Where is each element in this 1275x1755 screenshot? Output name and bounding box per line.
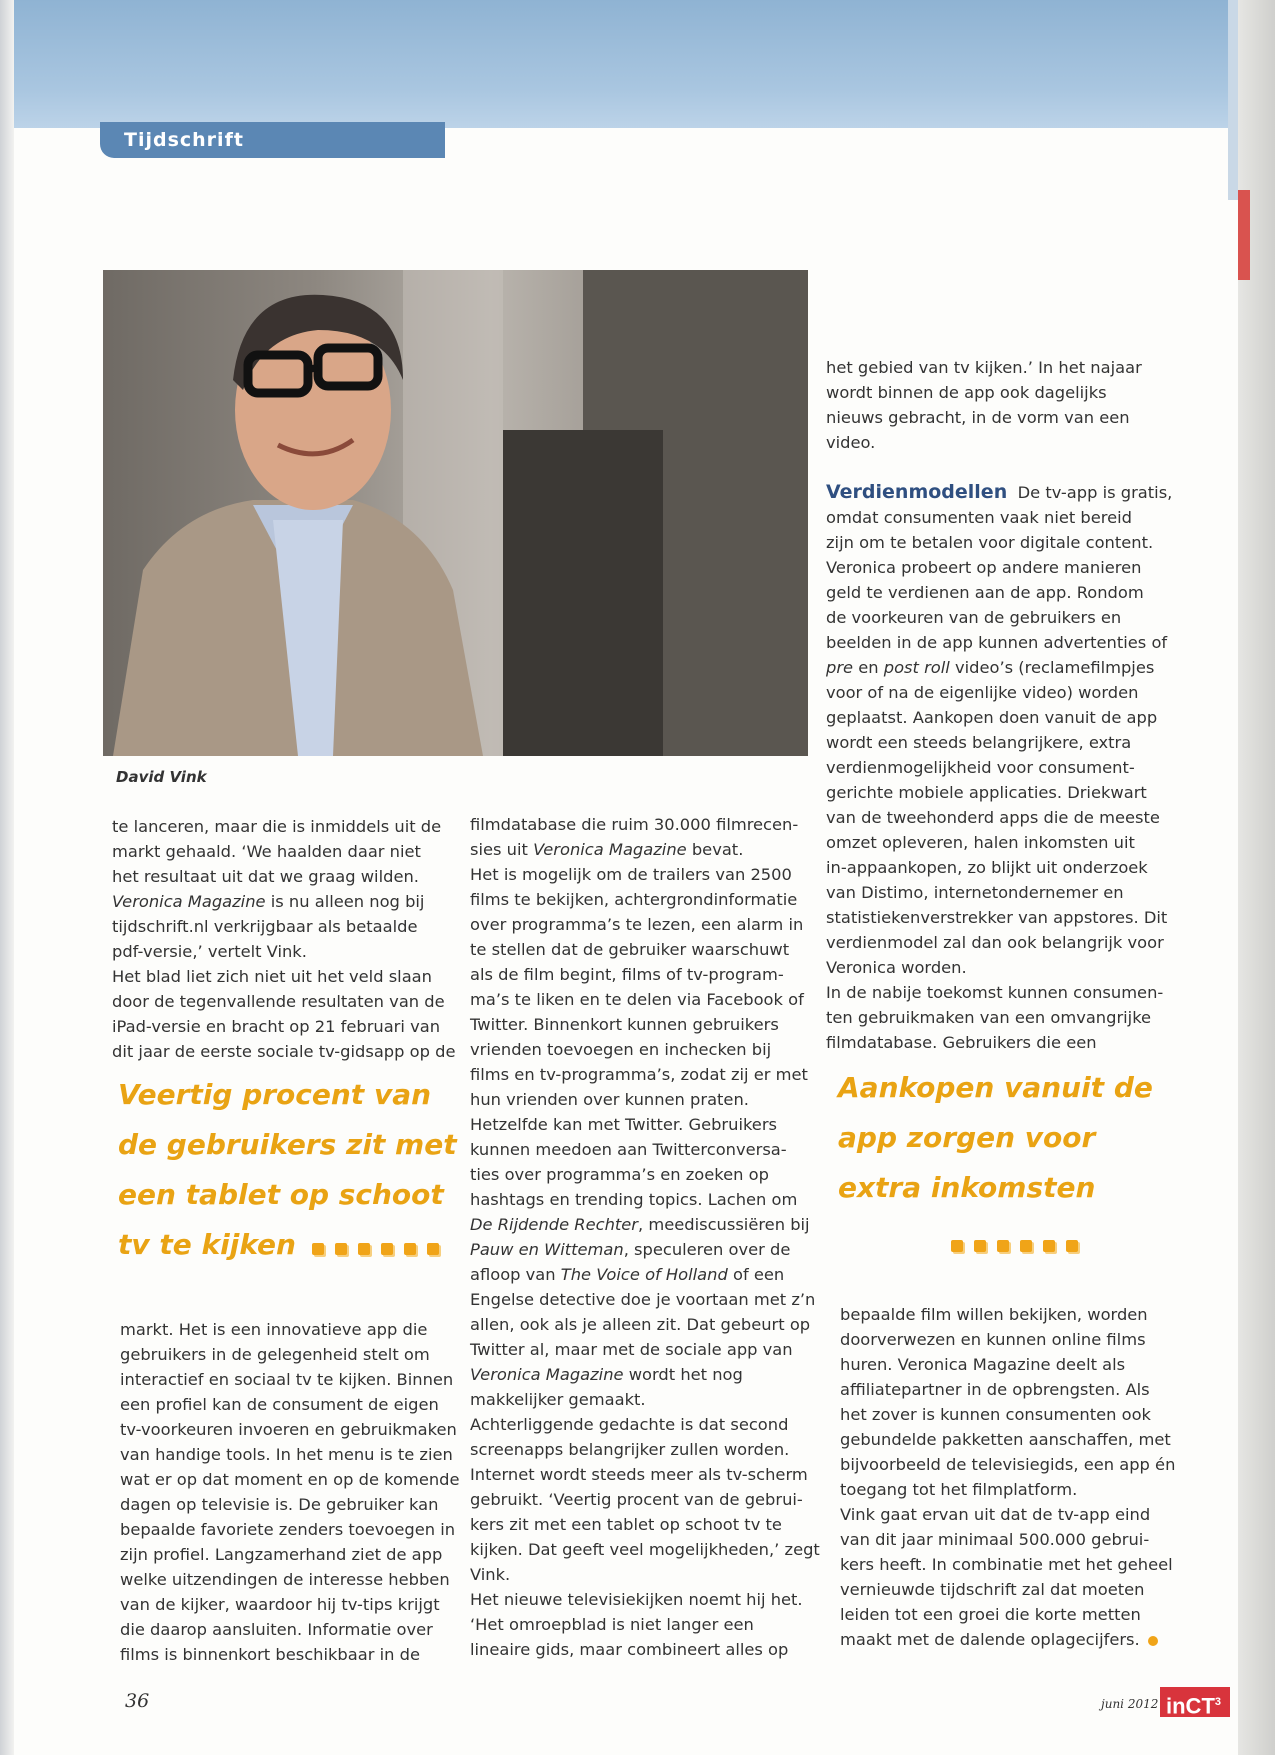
text-line: welke uitzendingen de interesse hebben bbox=[120, 1570, 450, 1589]
text-line: films te bekijken, achtergrondinformatie bbox=[470, 890, 798, 909]
column-1-top bbox=[112, 814, 460, 1064]
text-line: De Rijdende Rechter, meediscussiëren bij bbox=[470, 1215, 810, 1234]
text-line: In de nabije toekomst kunnen consumen- bbox=[826, 983, 1164, 1002]
end-mark-icon bbox=[1148, 1636, 1158, 1646]
text-line: verdienmogelijkheid voor consument- bbox=[826, 758, 1135, 777]
text-line: kunnen meedoen aan Twitterconversa- bbox=[470, 1140, 787, 1159]
text-line: toegang tot het filmplatform. bbox=[840, 1480, 1078, 1499]
section-heading: Verdienmodellen bbox=[826, 481, 1008, 503]
text-line: Veronica Magazine wordt het nog bbox=[470, 1365, 743, 1384]
text-line: geplaatst. Aankopen doen vanuit de app bbox=[826, 708, 1158, 727]
text-line: bijvoorbeeld de televisiegids, een app én bbox=[840, 1455, 1176, 1474]
text-line: Verdienmodellen De tv-app is gratis, bbox=[826, 481, 1173, 503]
text-line: als de film begint, films of tv-program- bbox=[470, 965, 784, 984]
text-line: omzet opleveren, halen inkomsten uit bbox=[826, 833, 1135, 852]
text-line: allen, ook als je alleen zit. Dat gebeurt op bbox=[470, 1315, 811, 1334]
text-line: ties over programma’s en zoeken op bbox=[470, 1165, 769, 1184]
text-line: door de tegenvallende resultaten van de bbox=[112, 992, 445, 1011]
issue-date: juni 2012 bbox=[1101, 1697, 1159, 1711]
magazine-title: Veronica Magazine bbox=[112, 892, 266, 911]
text-line: in-appaankopen, zo blijkt uit onderzoek bbox=[826, 858, 1148, 877]
text-line: filmdatabase die ruim 30.000 filmrecen- bbox=[470, 815, 799, 834]
text-line: verdienmodel zal dan ook belangrijk voor bbox=[826, 933, 1164, 952]
text-line: hashtags en trending topics. Lachen om bbox=[470, 1190, 798, 1209]
text-line: van de kijker, waardoor hij tv-tips krijgt bbox=[120, 1595, 440, 1614]
text-line: gebruikers in de gelegenheid stelt om bbox=[120, 1345, 430, 1364]
text-line: afloop van The Voice of Holland of een bbox=[470, 1265, 785, 1284]
text-line: bepaalde film willen bekijken, worden bbox=[840, 1305, 1148, 1324]
pull-quote-1: Veertig procent van de gebruikers zit met een tablet op schoot tv te kijken bbox=[118, 1070, 458, 1271]
text-line: een profiel kan de consument de eigen bbox=[120, 1395, 439, 1414]
text-line: markt gehaald. ‘We haalden daar niet bbox=[112, 842, 421, 861]
text-line: Veronica worden. bbox=[826, 958, 967, 977]
text-line: hun vrienden over kunnen praten. bbox=[470, 1090, 749, 1109]
text-line: gerichte mobiele applicaties. Driekwart bbox=[826, 783, 1147, 802]
text-line: ten gebruikmaken van een omvangrijke bbox=[826, 1008, 1152, 1027]
text-line: Twitter. Binnenkort kunnen gebruikers bbox=[470, 1015, 779, 1034]
magazine-logo: inCT$^3$ bbox=[1160, 1687, 1230, 1717]
edge-mark bbox=[1238, 190, 1250, 280]
text-line: ‘Het omroepblad is niet langer een bbox=[470, 1615, 754, 1634]
portrait-photo bbox=[103, 270, 808, 756]
text-line: kers zit met een tablet op schoot tv te bbox=[470, 1515, 782, 1534]
text-line: lineaire gids, maar combineert alles op bbox=[470, 1640, 789, 1659]
text-line: kijken. Dat geeft veel mogelijkheden,’ zegt bbox=[470, 1540, 820, 1559]
text-line: Pauw en Witteman, speculeren over de bbox=[470, 1240, 791, 1259]
portrait-illustration bbox=[103, 270, 808, 756]
text-line: leiden tot een groei die korte metten bbox=[840, 1605, 1141, 1624]
text-line: tv-voorkeuren invoeren en gebruikmaken bbox=[120, 1420, 457, 1439]
text-line: tijdschrift.nl verkrijgbaar als betaalde bbox=[112, 917, 418, 936]
text-line: dagen op televisie is. De gebruiker kan bbox=[120, 1495, 439, 1514]
spacer bbox=[826, 455, 1181, 480]
text-line: video. bbox=[826, 433, 876, 452]
text-line: over programma’s te lezen, een alarm in bbox=[470, 915, 804, 934]
header-band bbox=[0, 0, 1240, 128]
text-line: vernieuwde tijdschrift zal dat moeten bbox=[840, 1580, 1145, 1599]
text-line: pdf-versie,’ vertelt Vink. bbox=[112, 942, 307, 961]
text-line: Internet wordt steeds meer als tv-scherm bbox=[470, 1465, 808, 1484]
section-tab bbox=[100, 122, 445, 158]
text-line: films is binnenkort beschikbaar in de bbox=[120, 1645, 420, 1664]
column-1-bottom bbox=[120, 1317, 468, 1667]
text-line: films en tv-programma’s, zodat zij er met bbox=[470, 1065, 808, 1084]
text-line: kers heeft. In combinatie met het geheel bbox=[840, 1555, 1173, 1574]
text-line: dit jaar de eerste sociale tv-gidsapp op de bbox=[112, 1042, 456, 1061]
text-line: te stellen dat de gebruiker waarschuwt bbox=[470, 940, 790, 959]
text-line: Het nieuwe televisiekijken noemt hij het. bbox=[470, 1590, 803, 1609]
text-line: Engelse detective doe je voortaan met z’n bbox=[470, 1290, 816, 1309]
text-line: Veronica Magazine is nu alleen nog bij bbox=[112, 892, 425, 911]
text-line: van Distimo, internetondernemer en bbox=[826, 883, 1124, 902]
text-line: Vink. bbox=[470, 1565, 511, 1584]
text-line: makkelijker gemaakt. bbox=[470, 1390, 646, 1409]
text-line: filmdatabase. Gebruikers die een bbox=[826, 1033, 1097, 1052]
section-label: Tijdschrift bbox=[124, 129, 244, 151]
text-line: zijn om te betalen voor digitale content. bbox=[826, 533, 1154, 552]
text-line: te lanceren, maar die is inmiddels uit de bbox=[112, 817, 442, 836]
text-line: het gebied van tv kijken.’ In het najaar bbox=[826, 358, 1142, 377]
text-line: Hetzelfde kan met Twitter. Gebruikers bbox=[470, 1115, 778, 1134]
text-line: wordt een steeds belangrijkere, extra bbox=[826, 733, 1132, 752]
text-line: huren. Veronica Magazine deelt als bbox=[840, 1355, 1126, 1374]
text-line: het resultaat uit dat we graag wilden. bbox=[112, 867, 419, 886]
text-line: die daarop aansluiten. Informatie over bbox=[120, 1620, 433, 1639]
text-line: doorverwezen en kunnen online films bbox=[840, 1330, 1146, 1349]
text-line: wat er op dat moment en op de komende bbox=[120, 1470, 460, 1489]
text-line: gebundelde pakketten aanschaffen, met bbox=[840, 1430, 1171, 1449]
text-line: Achterliggende gedachte is dat second bbox=[470, 1415, 789, 1434]
text-line: voor of na de eigenlijke video) worden bbox=[826, 683, 1139, 702]
text-line: iPad-versie en bracht op 21 februari van bbox=[112, 1017, 441, 1036]
decorative-dots bbox=[312, 1221, 450, 1271]
photo-caption: David Vink bbox=[116, 768, 207, 786]
text-line: Het blad liet zich niet uit het veld slaan bbox=[112, 967, 432, 986]
text-line: van de tweehonderd apps die de meeste bbox=[826, 808, 1160, 827]
pull-quote-2: Aankopen vanuit de app zorgen voor extra inkomsten bbox=[838, 1071, 1153, 1204]
column-3-top bbox=[826, 355, 1181, 1055]
text-line: interactief en sociaal tv te kijken. Binnen bbox=[120, 1370, 454, 1389]
text-line: de voorkeuren van de gebruikers en bbox=[826, 608, 1122, 627]
text-line: affiliatepartner in de opbrengsten. Als bbox=[840, 1380, 1150, 1399]
text-line: van handige tools. In het menu is te zien bbox=[120, 1445, 453, 1464]
column-3-bottom bbox=[840, 1302, 1190, 1652]
text-line: zijn profiel. Langzamerhand ziet de app bbox=[120, 1545, 443, 1564]
text-line: omdat consumenten vaak niet bereid bbox=[826, 508, 1132, 527]
text-line: wordt binnen de app ook dagelijks bbox=[826, 383, 1107, 402]
text-line: screenapps belangrijker zullen worden. bbox=[470, 1440, 790, 1459]
text-line: het zover is kunnen consumenten ook bbox=[840, 1405, 1151, 1424]
text-line: Het is mogelijk om de trailers van 2500 bbox=[470, 865, 792, 884]
text-line: Twitter al, maar met de sociale app van bbox=[470, 1340, 793, 1359]
text-line: ma’s te liken en te delen via Facebook of bbox=[470, 990, 804, 1009]
text-line: geld te verdienen aan de app. Rondom bbox=[826, 583, 1144, 602]
text-line: beelden in de app kunnen advertenties of bbox=[826, 633, 1168, 652]
text-line: gebruikt. ‘Veertig procent van de gebrui- bbox=[470, 1490, 803, 1509]
page-spine bbox=[0, 0, 14, 1755]
next-page-strip bbox=[1228, 0, 1238, 200]
text-line: statistiekenverstrekker van appstores. Dit bbox=[826, 908, 1168, 927]
column-2 bbox=[470, 812, 820, 1662]
text-line: bepaalde favoriete zenders toevoegen in bbox=[120, 1520, 456, 1539]
text-line: nieuws gebracht, in de vorm van een bbox=[826, 408, 1130, 427]
decorative-dots bbox=[951, 1237, 1089, 1256]
text-line: maakt met de dalende oplagecijfers. bbox=[840, 1627, 1190, 1652]
text-line: sies uit Veronica Magazine bevat. bbox=[470, 840, 744, 859]
text-line: Vink gaat ervan uit dat de tv-app eind bbox=[840, 1505, 1151, 1524]
page-number: 36 bbox=[125, 1690, 150, 1712]
text-line: Veronica probeert op andere manieren bbox=[826, 558, 1142, 577]
text-line: pre en post roll video’s (reclamefilmpjes bbox=[826, 658, 1155, 677]
text-line: vrienden toevoegen en inchecken bij bbox=[470, 1040, 772, 1059]
text-line: markt. Het is een innovatieve app die bbox=[120, 1320, 428, 1339]
text-line: van dit jaar minimaal 500.000 gebrui- bbox=[840, 1530, 1150, 1549]
